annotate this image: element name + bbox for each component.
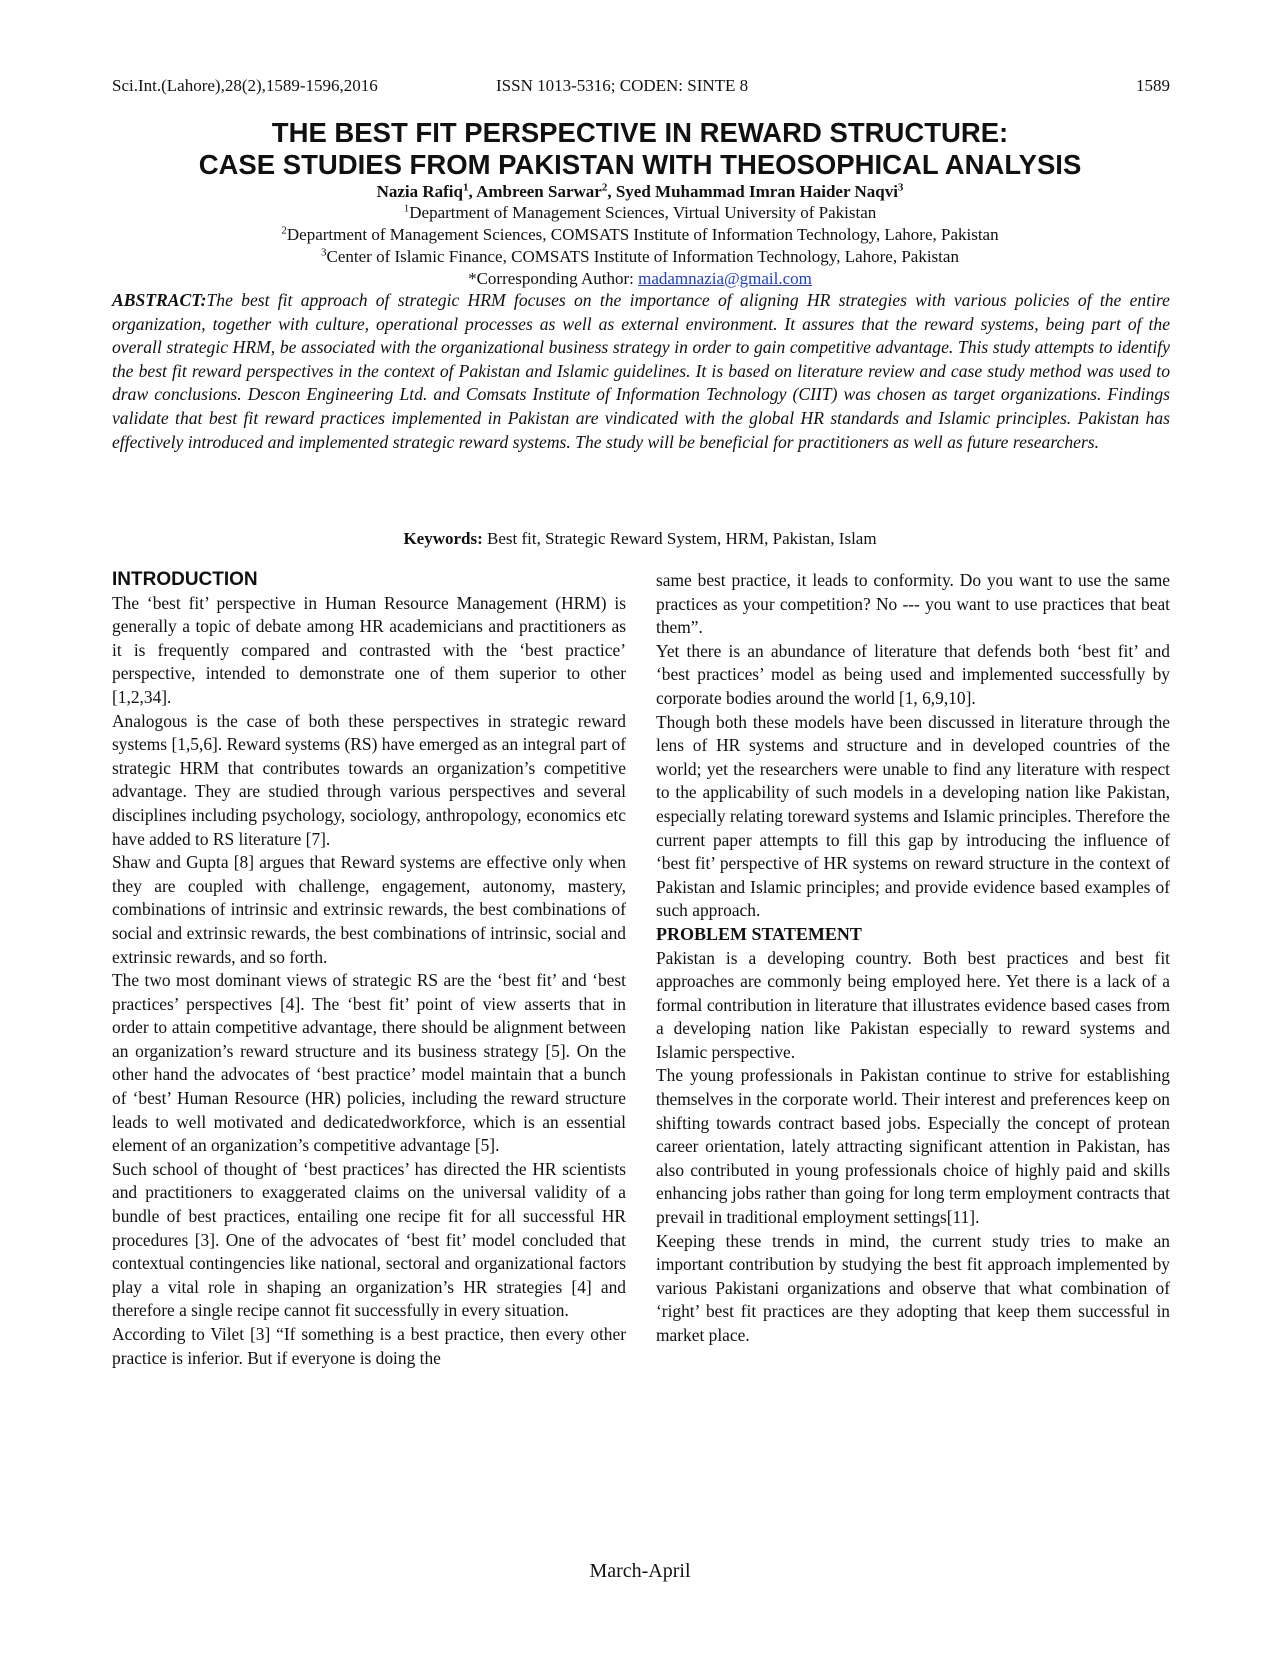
body-paragraph: Analogous is the case of both these perspectives in strategic reward systems [1,5,6]. Reward systems (RS) have emerged as an integral part of strategic HRM that contributes towards an organization’s competitive advantage. They are studied through various perspectives and several disciplines including psychology, sociology, anthropology, economics etc have added to RS literature [7].: [112, 710, 626, 849]
affiliation-mark: 3: [321, 246, 327, 259]
body-paragraph: The two most dominant views of strategic RS are the ‘best fit’ and ‘best practices’ perspectives [4]. The ‘best fit’ point of view asserts that in order to attain competitive advantage, there should be alignment between an organization’s reward structure and its business strategy [5]. On the other hand the advocates of ‘best practice’ model maintain that a bunch of ‘best’ Human Resource (HR) policies, including the reward structure leads to well motivated and dedicatedworkforce, which is an essential element of an organization’s competitive advantage [5].: [112, 970, 626, 1156]
body-paragraph: same best practice, it leads to conformity. Do you want to use the same practices as your competition? No --- you want to use practices that beat them”.: [656, 570, 1170, 638]
abstract-text: The best fit approach of strategic HRM focuses on the importance of aligning HR strategies with various policies of the entire organization, together with culture, operational processes as well as external environment. It assures that the reward systems, being part of the overall strategic HRM, be associated with the organizational business strategy in order to gain competitive advantage. This study attempts to identify the best fit reward perspectives in the context of Pakistan and Islamic guidelines. It is based on literature review and case study method was used to draw conclusions. Descon Engineering Ltd. and Comsats Institute of Information Technology (CIIT) was chosen as target organizations. Findings validate that best fit reward practices implemented in Pakistan are vindicated with the global HR standards and Islamic principles. Pakistan has effectively introduced and implemented strategic reward systems. The study will be beneficial for practitioners as well as future researchers.: [112, 290, 1170, 452]
author-affil-mark: 2: [601, 181, 608, 194]
issn-coden: ISSN 1013-5316; CODEN: SINTE 8: [496, 76, 749, 95]
affiliation-3: [60, 246, 1220, 268]
author-list: [60, 181, 1220, 203]
body-paragraph: The young professionals in Pakistan continue to strive for establishing themselves in the corporate world. Their interest and preferences keep on shifting towards contract based jobs. Especially the concept of protean career orientation, lately attracting significant attention in Pakistan, has also contributed in young professionals choice of highly paid and skills enhancing jobs rather than going for long term employment contracts that prevail in traditional employment settings[11].: [656, 1065, 1170, 1228]
body-paragraph: According to Vilet [3] “If something is a best practice, then every other practice is inferior. But if everyone is doing the: [112, 1324, 626, 1368]
body-paragraph: Though both these models have been discussed in literature through the lens of HR systems and structure and in developed countries of the world; yet the researchers were unable to find any literature with respect to the applicability of such models in a developing nation like Pakistan, especially relating toreward systems and Islamic principles. Therefore the current paper attempts to fill this gap by introducing the influence of ‘best fit’ perspective of HR systems on reward structure in the context of Pakistan and Islamic principles; and provide evidence based examples of such approach.: [656, 711, 1170, 921]
body-paragraph: Shaw and Gupta [8] argues that Reward systems are effective only when they are coupled with challenge, engagement, autonomy, mastery, combinations of intrinsic and extrinsic rewards, the best combinations of social and extrinsic rewards, the best combinations of intrinsic, social and extrinsic rewards, and so forth.: [112, 852, 626, 967]
affiliation-2: [60, 224, 1220, 246]
author-affil-mark: 1: [463, 181, 469, 194]
abstract-label: ABSTRACT:: [112, 290, 207, 310]
affiliation-text: Department of Management Sciences, COMSATS Institute of Information Technology, Lahore, Pakistan: [286, 225, 999, 244]
affiliation-text: Center of Islamic Finance, COMSATS Institute of Information Technology, Lahore, Pakistan: [326, 247, 959, 266]
affiliation-1: [60, 202, 1220, 224]
paper-title-line-1: THE BEST FIT PERSPECTIVE IN REWARD STRUCTURE:: [271, 117, 1009, 148]
keywords: [60, 528, 1220, 550]
corresponding-email-link[interactable]: madamnazia@gmail.com: [638, 269, 812, 288]
keywords-text: Best fit, Strategic Reward System, HRM, Pakistan, Islam: [482, 529, 877, 548]
author-affil-mark: 3: [897, 181, 904, 194]
body-paragraph: Keeping these trends in mind, the current study tries to make an important contribution by studying the best fit approach implemented by various Pakistani organizations and observe that what combination of ‘right’ best fit practices are they adopting that keep them successful in market place.: [656, 1230, 1170, 1345]
author-separator: ,: [607, 182, 616, 201]
page-number: 1589: [1136, 76, 1170, 95]
body-paragraph: The ‘best fit’ perspective in Human Resource Management (HRM) is generally a topic of debate among HR academicians and practitioners as it is frequently compared and contrasted with the ‘best practice’ perspective, intended to demonstrate one of them superior to other [1,2,34].: [112, 592, 626, 707]
affiliation-mark: 1: [403, 202, 410, 215]
author-name: Nazia Rafiq: [376, 182, 463, 201]
corresponding-label: *Corresponding Author:: [468, 269, 639, 288]
section-heading-introduction: INTRODUCTION: [112, 569, 258, 590]
author-name: Syed Muhammad Imran Haider Naqvi: [615, 182, 898, 201]
paper-title-line-2: CASE STUDIES FROM PAKISTAN WITH THEOSOPHICAL ANALYSIS: [198, 149, 1082, 180]
right-column: [656, 569, 1170, 1348]
corresponding-author: [60, 268, 1220, 290]
author-separator: ,: [468, 182, 477, 201]
body-paragraph: Yet there is an abundance of literature that defends both ‘best fit’ and ‘best practices’ model as being used and implemented successfully by corporate bodies around the world [1, 6,9,10].: [656, 640, 1170, 708]
keywords-label: Keywords:: [403, 529, 483, 548]
running-header: [112, 75, 1170, 97]
page-footer: March-April: [589, 1560, 691, 1582]
left-column: [112, 568, 626, 1370]
author-name: Ambreen Sarwar: [476, 182, 602, 201]
abstract: [112, 289, 1170, 454]
body-paragraph: Pakistan is a developing country. Both best practices and best fit approaches are commonly being employed here. Yet there is a lack of a formal contribution in literature that illustrates evidence based cases from a developing nation like Pakistan especially to reward systems and Islamic perspective.: [656, 947, 1170, 1062]
body-paragraph: Such school of thought of ‘best practices’ has directed the HR scientists and practitioners to exaggerated claims on the universal validity of a bundle of best practices, entailing one recipe fit for all successful HR procedures [3]. One of the advocates of ‘best fit’ model concluded that contextual contingencies like national, sectoral and organizational factors play a vital role in shaping an organization’s HR strategies [4] and therefore a single recipe cannot fit successfully in every situation.: [112, 1158, 626, 1321]
affiliation-text: Department of Management Sciences, Virtual University of Pakistan: [409, 203, 877, 222]
affiliation-mark: 2: [281, 224, 287, 237]
journal-citation: Sci.Int.(Lahore),28(2),1589-1596,2016: [112, 76, 378, 95]
section-heading-problem-statement: PROBLEM STATEMENT: [656, 923, 862, 944]
